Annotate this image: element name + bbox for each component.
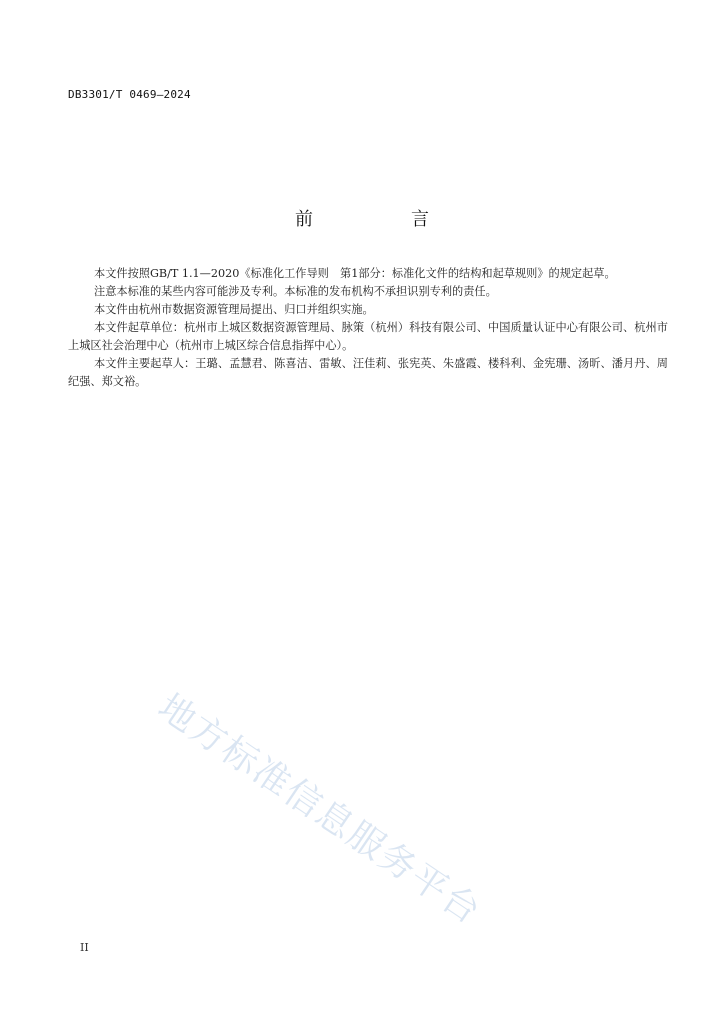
paragraph-drafting-units: 本文件起草单位：杭州市上城区数据资源管理局、脉策（杭州）科技有限公司、中国质量认证中心有限公司、杭州市上城区社会治理中心（杭州市上城区综合信息指挥中心）。 xyxy=(68,321,668,352)
watermark: 地方标准信息服务平台 xyxy=(150,686,489,934)
paragraph-main-drafters: 本文件主要起草人：王璐、孟慧君、陈喜洁、雷敏、汪佳莉、张宪英、朱盛霞、楼科利、金宪珊、汤昕、潘月丹、周纪强、郑文裕。 xyxy=(68,357,668,388)
standard-code: DB3301/T 0469—2024 xyxy=(68,88,191,101)
page-number: II xyxy=(80,941,89,954)
paragraph-proposer: 本文件由杭州市数据资源管理局提出、归口并组织实施。 xyxy=(94,303,374,316)
paragraph-patent-notice: 注意本标准的某些内容可能涉及专利。本标准的发布机构不承担识别专利的责任。 xyxy=(94,285,497,298)
page-title: 前 言 xyxy=(295,209,469,230)
paragraph-drafting-basis: 本文件按照GB/T 1.1—2020《标准化工作导则 第1部分：标准化文件的结构和起草规则》的规定起草。 xyxy=(94,267,616,280)
document-body xyxy=(68,265,668,391)
